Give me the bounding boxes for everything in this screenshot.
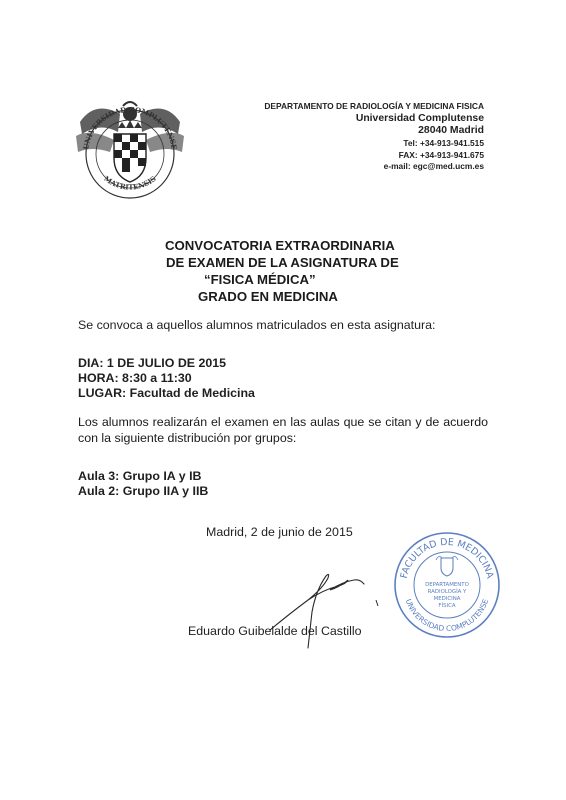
exam-day: DIA: 1 DE JULIO DE 2015 — [78, 356, 227, 370]
title-line-1: CONVOCATORIA EXTRAORDINARIA — [165, 238, 395, 253]
stamp-inner-4: FÍSICA — [438, 603, 456, 609]
department-name: DEPARTAMENTO DE RADIOLOGÍA Y MEDICINA FISICA — [264, 101, 484, 111]
fax: FAX: +34-913-941.675 — [398, 149, 484, 160]
email: e-mail: egc@med.ucm.es — [383, 161, 484, 172]
stamp-inner-3: MEDICINA — [433, 596, 461, 602]
stamp-inner-1: DEPARTAMENTO — [425, 582, 469, 588]
exam-time: HORA: 8:30 a 11:30 — [78, 371, 192, 385]
stamp-top-text: FACULTAD DE MEDICINA — [398, 536, 496, 580]
seal-bottom-text: MATRITENSIS — [102, 174, 158, 192]
title-line-4: GRADO EN MEDICINA — [198, 289, 338, 304]
aula-list — [78, 469, 208, 499]
exam-place: LUGAR: Facultad de Medicina — [78, 386, 255, 400]
title-line-2: DE EXAMEN DE LA ASIGNATURA DE — [166, 255, 399, 270]
stamp-inner-2: RADIOLOGÍA Y — [427, 589, 467, 595]
university-name: Universidad Complutense — [355, 112, 484, 124]
distribution-paragraph: Los alumnos realizarán el examen en las aulas que se citan y de acuerdo con la siguiente distribución por grupos: — [78, 415, 488, 445]
date-line: Madrid, 2 de junio de 2015 — [206, 525, 353, 539]
document-title — [165, 237, 399, 305]
intro-paragraph: Se convoca a aquellos alumnos matriculados en esta asignatura: — [78, 318, 436, 332]
department-header — [264, 101, 484, 173]
city-postal: 28040 Madrid — [418, 125, 484, 137]
stamp-bottom-text: UNIVERSIDAD COMPLUTENSE — [403, 597, 491, 634]
seal-top-text: UNIVERSIDAD COMPLUTENSE — [81, 104, 179, 151]
aula-item: Aula 3: Grupo IA y IB — [78, 469, 202, 483]
title-line-3: “FISICA MÉDICA” — [204, 272, 316, 287]
aula-item: Aula 2: Grupo IIA y IIB — [78, 484, 209, 498]
signer-name: Eduardo Guibelalde del Castillo — [188, 624, 362, 638]
telephone: Tel: +34-913-941.515 — [403, 138, 484, 149]
department-stamp — [392, 530, 502, 640]
exam-details — [78, 356, 255, 401]
university-seal-logo — [70, 92, 190, 202]
